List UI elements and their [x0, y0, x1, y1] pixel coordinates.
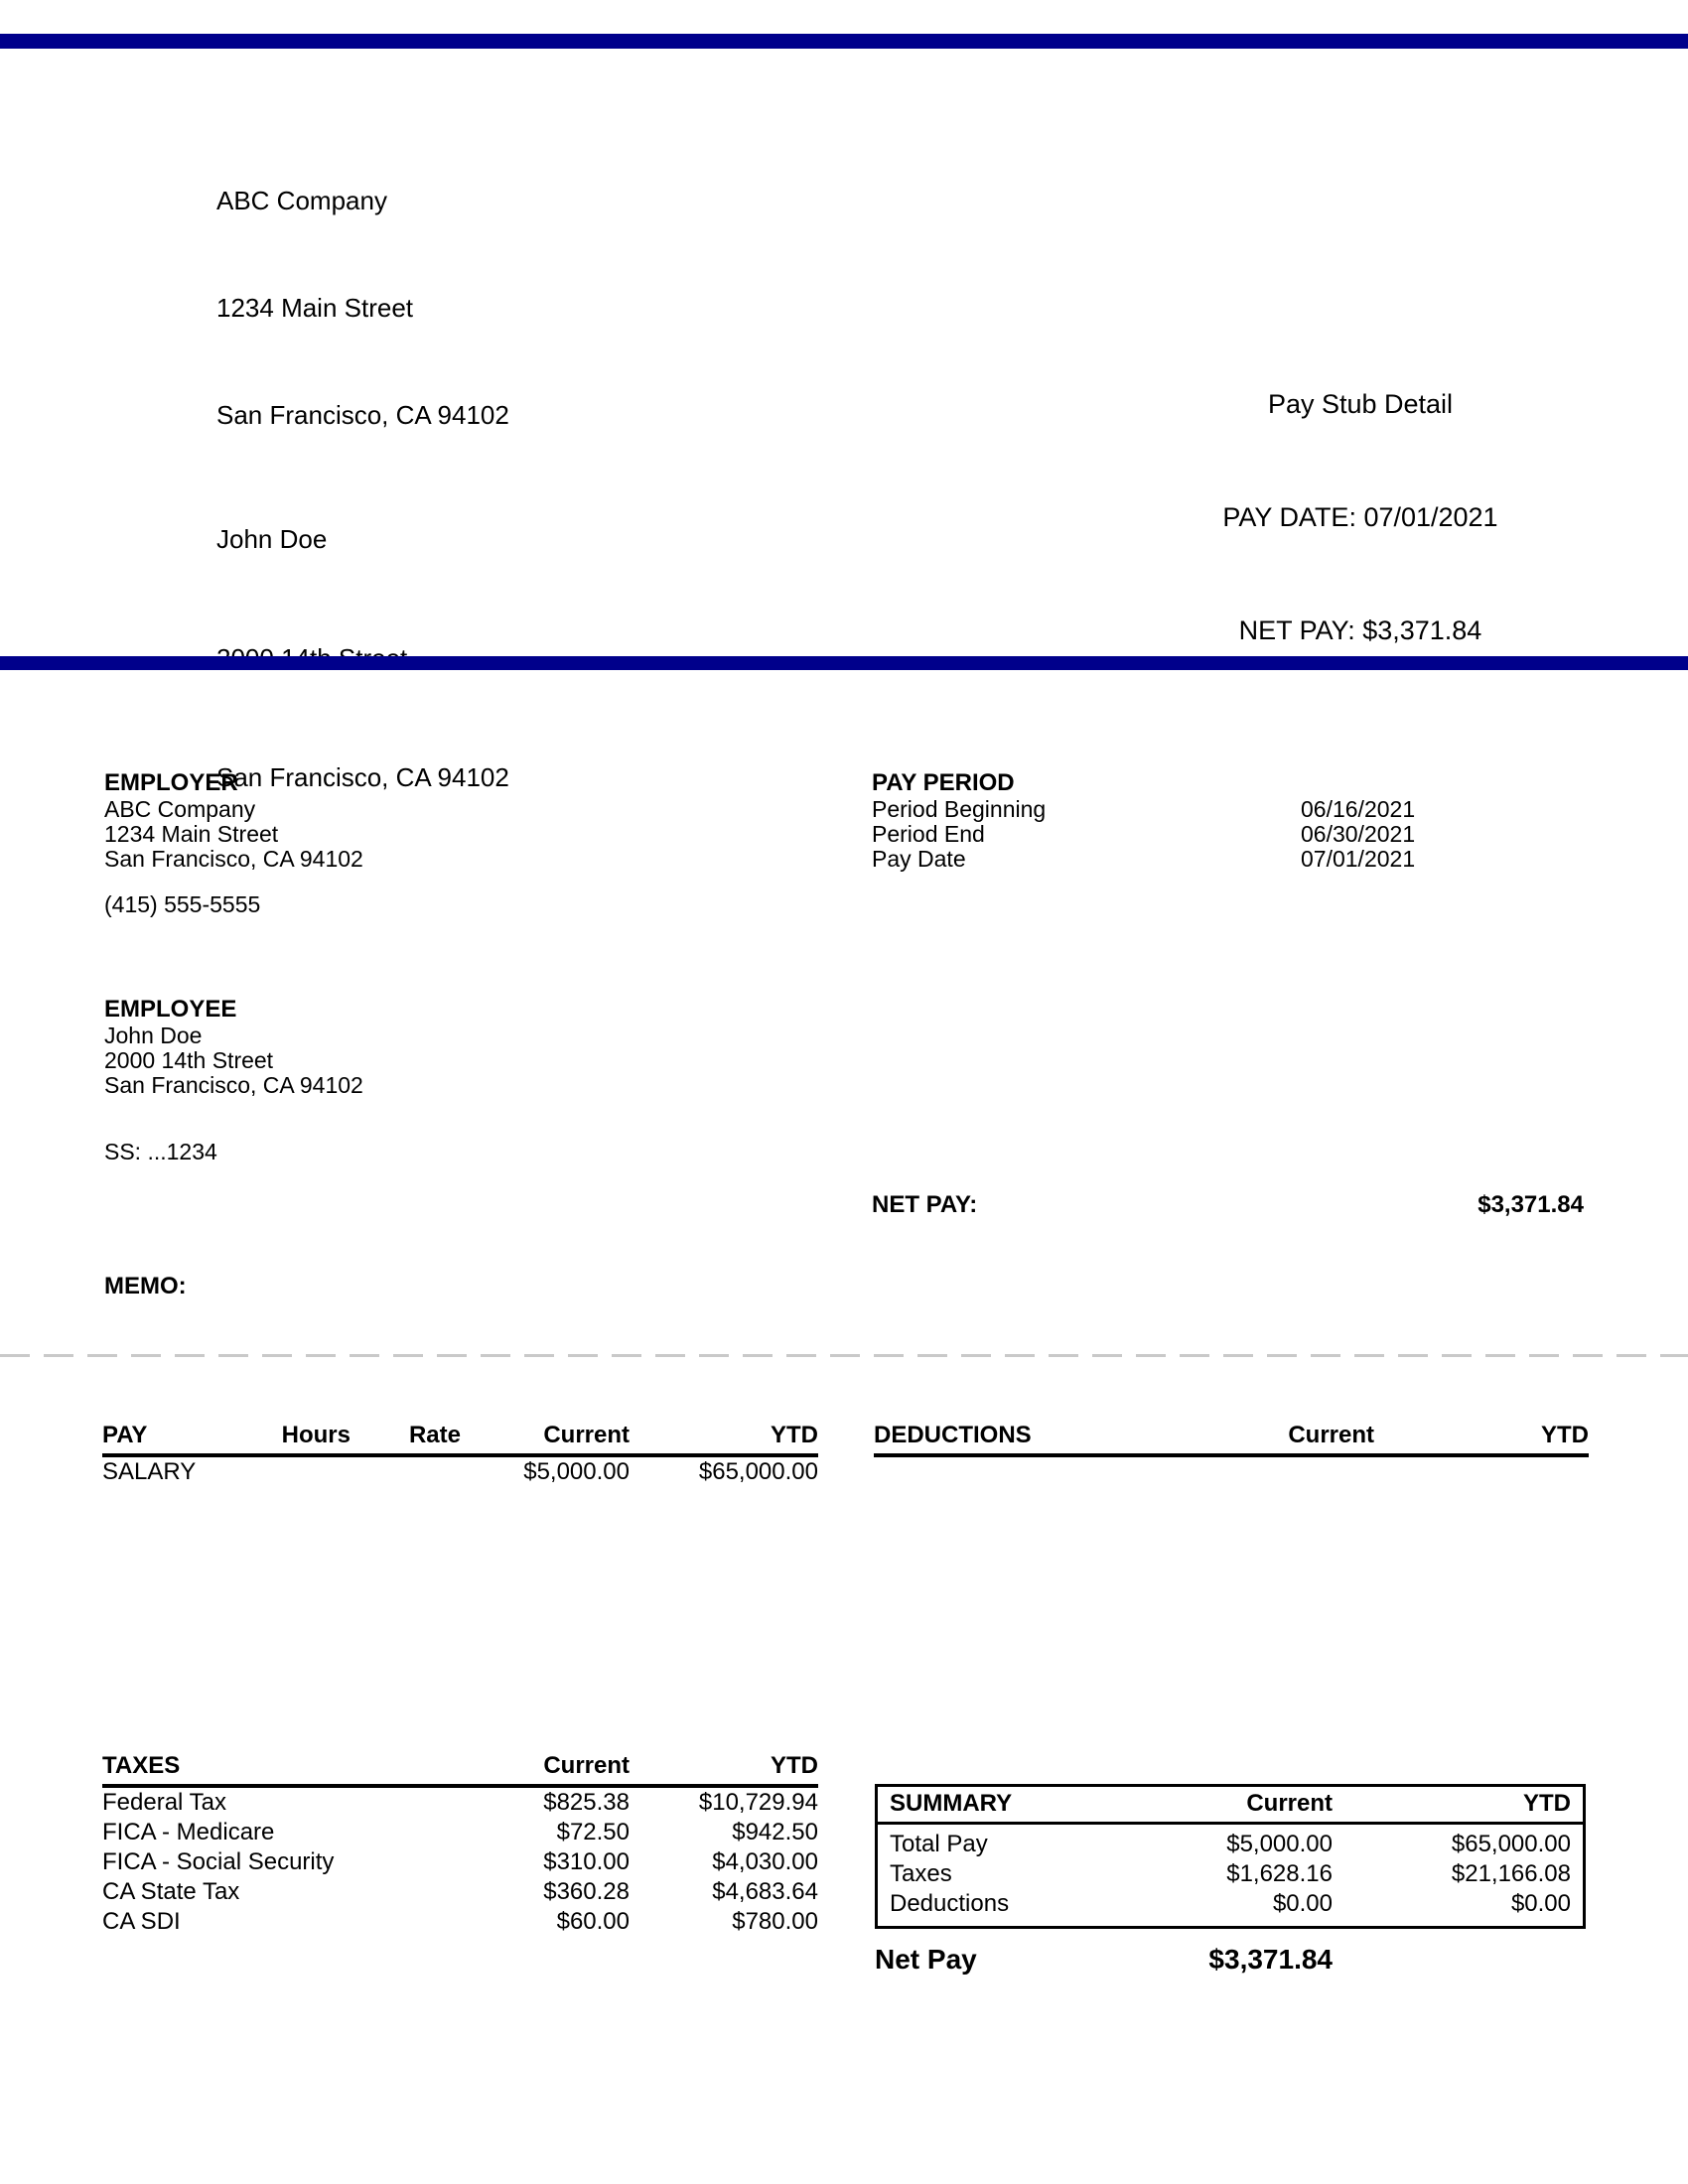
- summary-row-current: $1,628.16: [1226, 1860, 1333, 1887]
- current-col-header: Current: [543, 1422, 630, 1448]
- pay-period-row: [872, 847, 1584, 872]
- pay-period-row: [872, 822, 1584, 847]
- top-divider-bar: [0, 34, 1688, 49]
- pay-row-current: $5,000.00: [523, 1458, 630, 1485]
- period-beginning-value: 06/16/2021: [1301, 796, 1416, 822]
- employer-address: [104, 797, 363, 872]
- net-pay-value: $3,371.84: [1477, 1191, 1584, 1218]
- paystub-title: Pay Stub Detail: [1267, 389, 1454, 419]
- tax-row-name: CA SDI: [102, 1908, 181, 1935]
- employee-info-address: [104, 1024, 363, 1098]
- paystub-title-block: [1112, 310, 1609, 687]
- period-end-value: 06/30/2021: [1301, 821, 1416, 847]
- summary-row: [890, 1830, 1571, 1859]
- net-pay-total-value: $3,371.84: [1208, 1944, 1333, 1975]
- pay-col-header: PAY: [102, 1422, 148, 1448]
- taxes-col-header: TAXES: [102, 1752, 181, 1779]
- company-name: ABC Company: [216, 186, 387, 215]
- pay-row-name: SALARY: [102, 1458, 197, 1485]
- summary-row-ytd: $65,000.00: [1451, 1831, 1571, 1857]
- ytd-col-header: YTD: [771, 1422, 818, 1448]
- summary-row: [890, 1859, 1571, 1889]
- summary-row-ytd: $21,166.08: [1451, 1860, 1571, 1887]
- deductions-ytd-col-header: YTD: [1541, 1422, 1589, 1448]
- employer-heading: EMPLOYER: [104, 769, 238, 796]
- pay-table-header: [102, 1422, 818, 1457]
- pay-row-ytd: $65,000.00: [698, 1458, 818, 1485]
- employee-info-name: John Doe: [104, 1023, 203, 1048]
- taxes-ytd-col-header: YTD: [771, 1752, 818, 1779]
- tax-row-name: FICA - Medicare: [102, 1819, 275, 1845]
- summary-row-ytd: $0.00: [1510, 1890, 1571, 1917]
- tax-row-current: $360.28: [543, 1878, 630, 1905]
- hours-col-header: Hours: [281, 1422, 351, 1448]
- tax-row-ytd: $10,729.94: [698, 1789, 818, 1816]
- company-street: 1234 Main Street: [216, 293, 414, 323]
- paystub-pay-date: PAY DATE: 07/01/2021: [1222, 502, 1498, 532]
- pay-period-row: [872, 797, 1584, 822]
- employer-phone: (415) 555-5555: [104, 891, 261, 917]
- period-end-label: Period End: [872, 821, 985, 847]
- employee-heading: EMPLOYEE: [104, 996, 237, 1023]
- taxes-table-row: [102, 1847, 818, 1877]
- employee-ssn: SS: ...1234: [104, 1139, 217, 1164]
- taxes-current-col-header: Current: [543, 1752, 630, 1779]
- tax-row-name: CA State Tax: [102, 1878, 240, 1905]
- taxes-table: [102, 1752, 818, 1937]
- pay-period-heading: PAY PERIOD: [872, 769, 1015, 796]
- taxes-table-header: [102, 1752, 818, 1788]
- tax-row-name: FICA - Social Security: [102, 1848, 335, 1875]
- summary-row-name: Taxes: [890, 1860, 952, 1887]
- summary-row-name: Deductions: [890, 1890, 1010, 1917]
- middle-divider-bar: [0, 656, 1688, 670]
- summary-row-current: $5,000.00: [1226, 1831, 1333, 1857]
- summary-row-current: $0.00: [1272, 1890, 1333, 1917]
- summary-body: [878, 1825, 1583, 1926]
- summary-box: [875, 1784, 1586, 1929]
- period-beginning-label: Period Beginning: [872, 796, 1047, 822]
- company-city: San Francisco, CA 94102: [216, 400, 509, 430]
- pay-period-rows: [872, 797, 1584, 872]
- tax-row-current: $72.50: [556, 1819, 630, 1845]
- deductions-table: [874, 1422, 1589, 1457]
- taxes-table-row: [102, 1877, 818, 1907]
- deductions-table-header: [874, 1422, 1589, 1457]
- net-pay-total-label: Net Pay: [875, 1944, 977, 1975]
- tax-row-ytd: $4,683.64: [712, 1878, 818, 1905]
- deductions-col-header: DEDUCTIONS: [874, 1422, 1032, 1448]
- dashed-tear-line: [0, 1354, 1688, 1357]
- employee-info-city: San Francisco, CA 94102: [104, 1072, 363, 1098]
- tax-row-name: Federal Tax: [102, 1789, 226, 1816]
- taxes-table-row: [102, 1788, 818, 1818]
- rate-col-header: Rate: [408, 1422, 461, 1448]
- deductions-current-col-header: Current: [1288, 1422, 1374, 1448]
- tax-row-current: $60.00: [556, 1908, 630, 1935]
- tax-row-ytd: $780.00: [732, 1908, 818, 1935]
- summary-ytd-col-header: YTD: [1523, 1790, 1571, 1817]
- tax-row-current: $825.38: [543, 1789, 630, 1816]
- company-address-block: [216, 111, 509, 469]
- memo-label: MEMO:: [104, 1273, 187, 1299]
- employer-name: ABC Company: [104, 796, 256, 822]
- employer-city: San Francisco, CA 94102: [104, 846, 363, 872]
- summary-row: [890, 1889, 1571, 1919]
- paystub-net-pay: NET PAY: $3,371.84: [1238, 615, 1482, 645]
- employee-address-block: [216, 440, 509, 837]
- employee-info-street: 2000 14th Street: [104, 1047, 274, 1073]
- tax-row-current: $310.00: [543, 1848, 630, 1875]
- employer-street: 1234 Main Street: [104, 821, 279, 847]
- taxes-table-row: [102, 1818, 818, 1847]
- net-pay-label: NET PAY:: [872, 1191, 978, 1218]
- pay-table: [102, 1422, 818, 1487]
- pay-table-row: [102, 1457, 818, 1487]
- summary-col-header: SUMMARY: [890, 1790, 1013, 1817]
- taxes-table-row: [102, 1907, 818, 1937]
- pay-date-value: 07/01/2021: [1301, 846, 1416, 872]
- summary-current-col-header: Current: [1246, 1790, 1333, 1817]
- employee-name: John Doe: [216, 524, 328, 554]
- net-pay-row: [872, 1191, 1584, 1219]
- tax-row-ytd: $4,030.00: [712, 1848, 818, 1875]
- summary-row-name: Total Pay: [890, 1831, 988, 1857]
- summary-header: [878, 1787, 1583, 1825]
- tax-row-ytd: $942.50: [732, 1819, 818, 1845]
- pay-date-label: Pay Date: [872, 846, 966, 872]
- net-pay-total-row: [875, 1944, 1333, 1976]
- employee-city: San Francisco, CA 94102: [216, 762, 509, 792]
